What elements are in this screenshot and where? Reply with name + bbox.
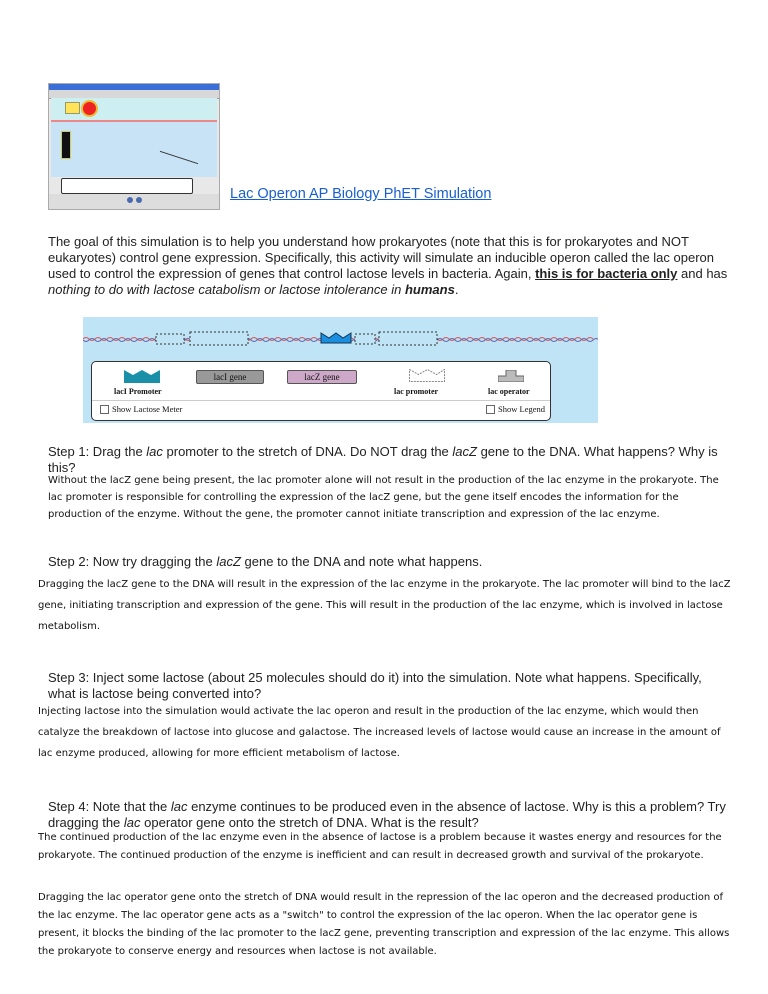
laci-promoter-icon: [124, 370, 160, 383]
laci-gene[interactable]: lacI gene: [196, 370, 264, 384]
intro-text: The goal of this simulation is to help you understand how prokaryotes (note that this is for prokaryotes and NOT eukaryotes) control gene expression. Specifically, this activity will simulate an inducible operon called the lac operon used to control the expression of genes that control lactose levels in bacteria. Again,: [48, 234, 714, 281]
show-legend-label: Show Legend: [498, 404, 545, 414]
laci-promoter-label: lacI Promoter: [114, 387, 162, 396]
step-1-question: Step 1: Drag the lac promoter to the stretch of DNA. Do NOT drag the lacZ gene to the DNA. What happens? Why is this?: [48, 444, 718, 475]
simulation-screenshot-thumbnail: [48, 83, 220, 210]
intro-italic-bold: humans: [404, 282, 455, 297]
show-lactose-meter-checkbox[interactable]: [100, 404, 182, 414]
step-1-answer: Without the lacZ gene being present, the lac promoter alone will not result in the production of the lac enzyme in the prokaryote. The lac promoter is responsible for controlling the expression of the lacZ gene, but the gene itself encodes the information for the production of the enzyme. Without the gene, the promoter cannot initiate transcription and expression of the lac enzyme.: [48, 475, 719, 520]
intro-italic: nothing to do with lactose catabolism or lactose intolerance in: [48, 282, 405, 297]
step-4-answer-2: Dragging the lac operator gene onto the stretch of DNA would result in the repression of the lac operon and the decreased production of the lac enzyme. The lac operator gene acts as a "switch" to control the expression of the lac operon. When the lac operator gene is present, it blocks the binding of the lac promoter to the lacZ gene, preventing transcription and expression of the lac enzyme. This allows the prokaryote to conserve energy and resources when lactose is not available.: [38, 892, 730, 957]
intro-paragraph: [48, 234, 728, 298]
lacz-gene[interactable]: lacZ gene: [287, 370, 357, 384]
step-2-answer: Dragging the lacZ gene to the DNA will result in the expression of the lac enzyme in the prokaryote. The lac promoter will bind to the lacZ gene, initiating transcription and expression of the gene. This will result in the production of the lac enzyme, which is involved in lactose metabolism.: [38, 579, 731, 632]
legend-panel: [91, 361, 551, 421]
lac-operator-icon[interactable]: [498, 370, 524, 382]
intro-text-2: and has: [677, 266, 728, 281]
dna-strand: [83, 317, 598, 357]
show-legend-checkbox[interactable]: [486, 404, 545, 414]
step-4-question: Step 4: Note that the lac enzyme continues to be produced even in the absence of lactose. Why is this a problem? Try dragging the lac operator gene onto the stretch of DNA. What is the result?: [48, 799, 726, 830]
step-4-answer-1: The continued production of the lac enzyme even in the absence of lactose is a problem because it wastes energy and resources for the prokaryote. The continued production of the enzyme is inefficient and can result in decreased growth and survival of the prokaryote.: [38, 832, 722, 861]
lac-operator-label: lac operator: [488, 387, 530, 396]
show-lactose-meter-label: Show Lactose Meter: [112, 404, 183, 414]
step-2-question: Step 2: Now try dragging the lacZ gene to the DNA and note what happens.: [48, 554, 483, 569]
lac-promoter-label: lac promoter: [394, 387, 439, 396]
lac-promoter-icon[interactable]: [409, 369, 445, 382]
step-3-question: Step 3: Inject some lactose (about 25 molecules should do it) into the simulation. Note what happens. Specifically, what is lactose being converted into?: [48, 670, 702, 701]
simulation-link[interactable]: Lac Operon AP Biology PhET Simulation: [230, 186, 492, 202]
intro-bold: this is for bacteria only: [535, 266, 678, 281]
step-3-answer: Injecting lactose into the simulation would activate the lac operon and result in the production of the lac enzyme, which would then catalyze the breakdown of lactose into glucose and galactose. The increased levels of lactose would cause an increase in the amount of lac enzyme produced, allowing for more efficient metabolism of lactose.: [38, 706, 721, 759]
simulation-legend-image: [83, 317, 598, 423]
intro-end: .: [454, 282, 459, 297]
